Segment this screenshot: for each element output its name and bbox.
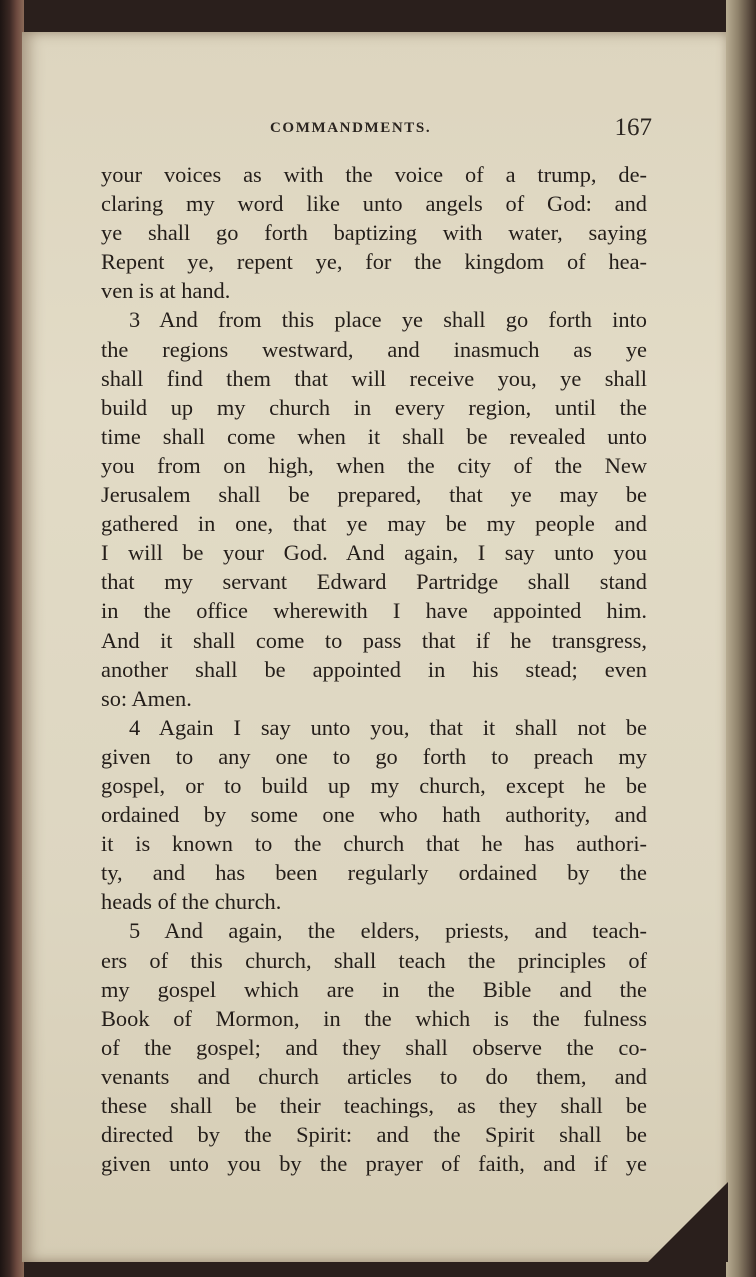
text-line: And it shall come to pass that if he transgress,: [101, 627, 647, 653]
text-line: ty, and has been regularly ordained by the: [101, 860, 647, 886]
page-edge: [726, 0, 756, 1277]
text-line: given to any one to go forth to preach my: [101, 743, 647, 769]
text-line: of the gospel; and they shall observe the co-: [101, 1034, 647, 1060]
text-line: ye shall go forth baptizing with water, saying: [101, 220, 647, 246]
text-line: shall find them that will receive you, ye shall: [101, 365, 647, 391]
text-line: gospel, or to build up my church, except he be: [101, 772, 647, 798]
text-line: given unto you by the prayer of faith, and if ye: [101, 1151, 647, 1177]
text-line: claring my word like unto angels of God: and: [101, 191, 647, 217]
text-line: Book of Mormon, in the which is the fulness: [101, 1005, 647, 1031]
dog-ear-corner: [648, 1182, 728, 1262]
text-line: you from on high, when the city of the New: [101, 452, 647, 478]
text-line: that my servant Edward Partridge shall stand: [101, 569, 647, 595]
page-header: [270, 114, 660, 144]
text-line: venants and church articles to do them, and: [101, 1063, 647, 1089]
text-line: build up my church in every region, until the: [101, 394, 647, 420]
text-line: Repent ye, repent ye, for the kingdom of hea-: [101, 249, 647, 275]
text-line: the regions westward, and inasmuch as ye: [101, 336, 647, 362]
text-line: my gospel which are in the Bible and the: [101, 976, 647, 1002]
text-line: so: Amen.: [101, 685, 192, 711]
page-text: [101, 160, 647, 1178]
verse-4-start: 4 Again I say unto you, that it shall not be: [129, 714, 647, 740]
text-line: Jerusalem shall be prepared, that ye may be: [101, 482, 647, 508]
text-line: these shall be their teachings, as they shall be: [101, 1093, 647, 1118]
text-line: I will be your God. And again, I say unto you: [101, 540, 647, 566]
text-line: ven is at hand.: [101, 278, 231, 304]
text-line: in the office wherewith I have appointed him.: [101, 598, 647, 624]
text-line: time shall come when it shall be revealed unto: [101, 423, 647, 449]
verse-5-start: 5 And again, the elders, priests, and teach-: [129, 918, 647, 944]
text-line: gathered in one, that ye may be my people and: [101, 511, 647, 537]
text-line: another shall be appointed in his stead; even: [101, 656, 647, 682]
running-head: COMMANDMENTS.: [270, 120, 432, 136]
verse-3-start: 3 And from this place ye shall go forth into: [129, 307, 647, 333]
text-line: your voices as with the voice of a trump, de-: [101, 162, 647, 187]
text-line: heads of the church.: [101, 889, 282, 915]
book-binding: [0, 0, 24, 1277]
text-line: it is known to the church that he has authori-: [101, 831, 647, 857]
text-line: directed by the Spirit: and the Spirit shall be: [101, 1122, 647, 1148]
text-line: ordained by some one who hath authority, and: [101, 802, 647, 828]
text-line: ers of this church, shall teach the principles of: [101, 947, 647, 973]
page-number: 167: [614, 114, 652, 141]
